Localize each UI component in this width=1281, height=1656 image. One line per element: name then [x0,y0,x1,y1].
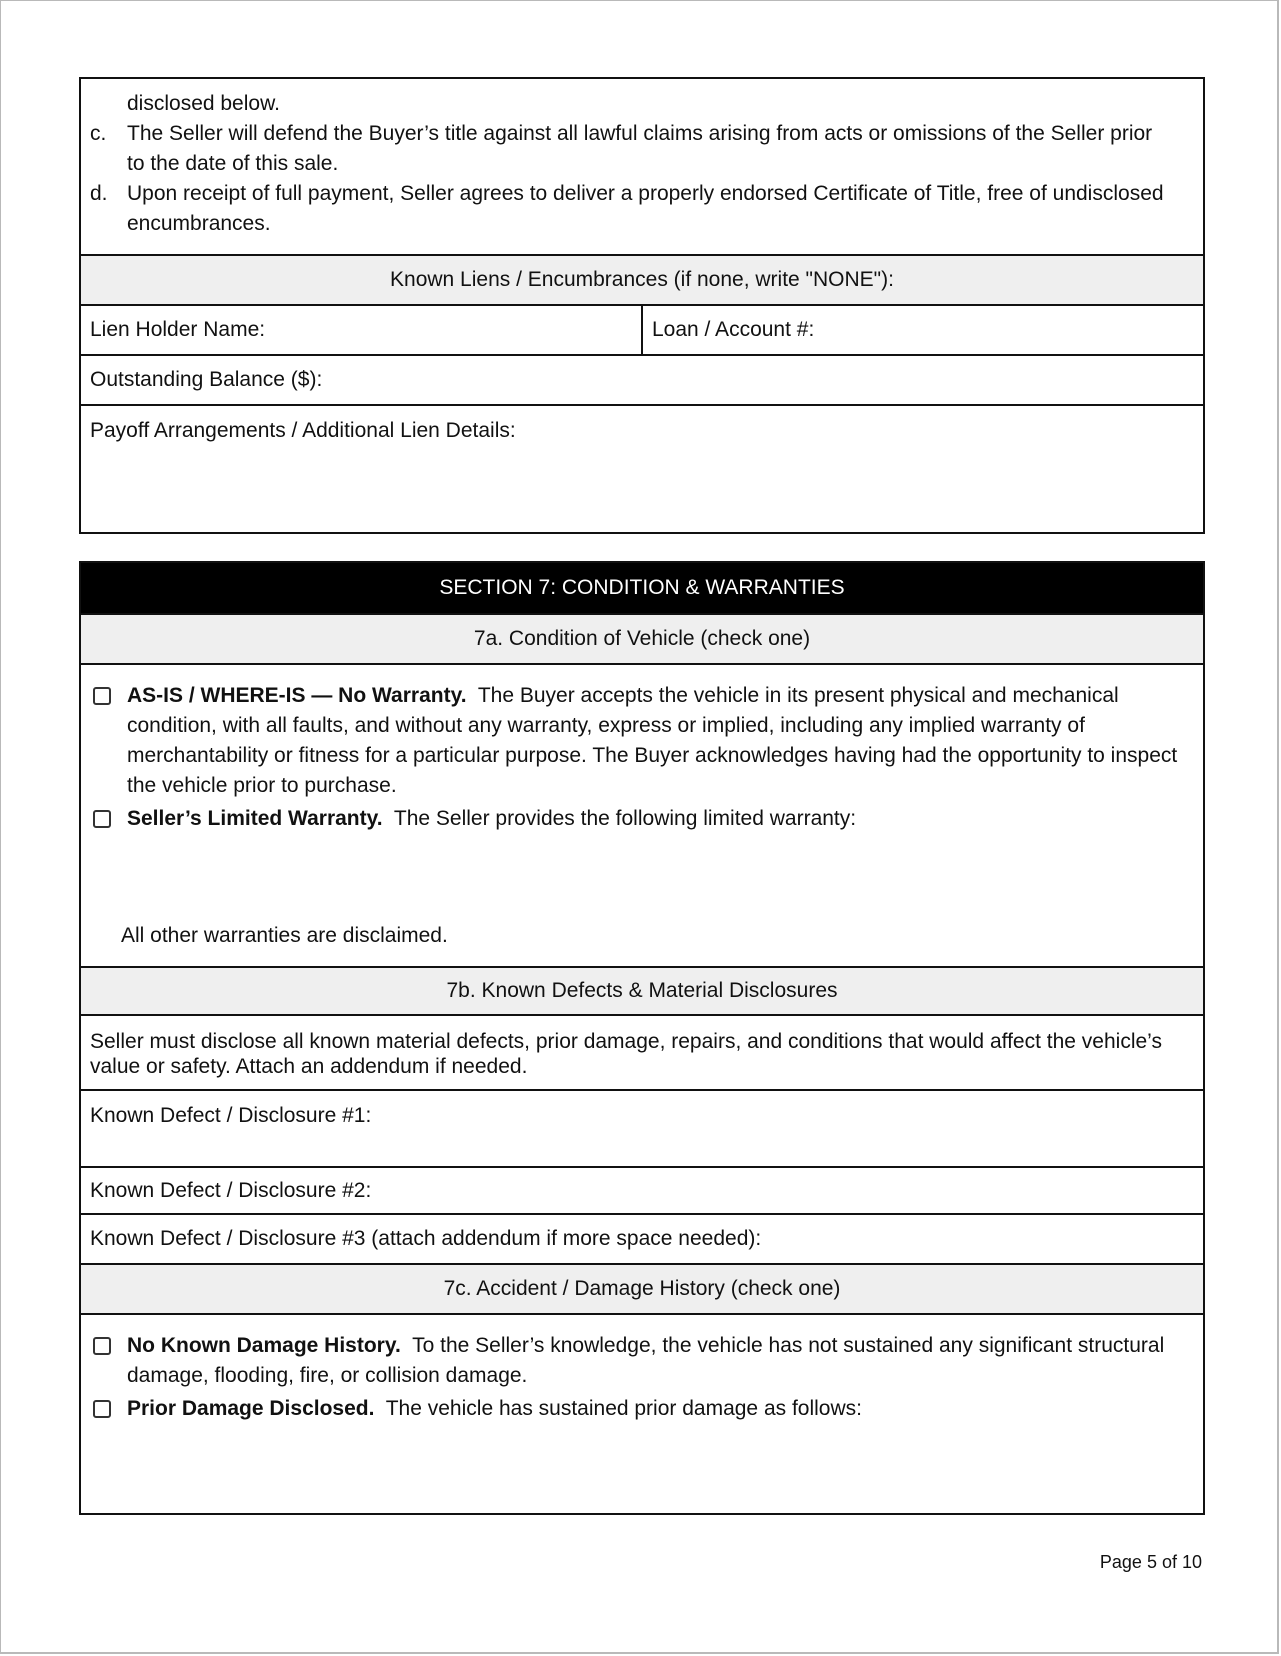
no-damage-text: To the Seller’s knowledge, the vehicle has not sustained any significant structural damage, flooding, fire, or collision damage. [127,1334,1165,1387]
payoff-details-field[interactable] [81,404,1203,532]
warranty-of-title-items [81,79,1203,254]
outstanding-balance-label: Outstanding Balance ($): [90,368,323,391]
defects-intro-text: Seller must disclose all known material defects, prior damage, repairs, and conditions that would affect the vehicle’s value or safety. Attach an addendum if needed. [90,1030,1162,1078]
as-is-option [81,681,1203,801]
prior-damage-title: Prior Damage Disclosed. [127,1397,375,1420]
section-7-title [81,563,1203,613]
defects-heading-text: 7b. Known Defects & Material Disclosures [446,979,838,1002]
prior-damage-checkbox[interactable] [93,1400,111,1418]
list-marker: c. [90,122,107,145]
page-number: Page 5 of 10 [1099,1552,1202,1572]
as-is-checkbox[interactable] [93,687,111,705]
defects-heading [81,966,1203,1014]
no-damage-option [81,1331,1203,1391]
as-is-text: The Buyer accepts the vehicle in its present physical and mechanical condition, with all faults, and without any warranty, express or implied, including any implied warranty of merchantability or fitness for a particular purpose. The Buyer acknowledges having had the opportunity to inspect the vehicle prior to purchase. [127,684,1178,797]
defect-2-label: Known Defect / Disclosure #2: [90,1179,372,1202]
continued-text: disclosed below. [127,92,280,115]
defects-intro [81,1014,1203,1089]
lien-holder-label: Lien Holder Name: [90,318,266,341]
loan-account-field[interactable] [643,306,1203,354]
defect-1-field[interactable] [81,1089,1203,1166]
no-damage-checkbox[interactable] [93,1337,111,1355]
limited-warranty-checkbox[interactable] [93,810,111,828]
title-warranty-list [81,119,1203,239]
condition-heading-text: 7a. Condition of Vehicle (check one) [473,627,811,650]
defect-2-field[interactable] [81,1166,1203,1213]
lien-holder-row [81,304,1203,354]
list-item-text: The Seller will defend the Buyer’s title against all lawful claims arising from acts or omissions of the Seller prior to the date of this sale. [127,122,1153,175]
list-item-d [81,179,1203,239]
limited-warranty-text: The Seller provides the following limited warranty: [393,807,857,830]
defect-3-field[interactable] [81,1213,1203,1263]
known-liens-heading [81,254,1203,304]
no-damage-title: No Known Damage History. [127,1334,401,1357]
lien-holder-field[interactable] [81,306,643,354]
limited-warranty-option [81,804,1203,834]
prior-damage-text: The vehicle has sustained prior damage as follows: [385,1397,862,1420]
defect-1-label: Known Defect / Disclosure #1: [90,1104,372,1127]
condition-heading [81,613,1203,663]
list-item-c [81,119,1203,179]
section-7-block [79,561,1205,1515]
accident-options [81,1313,1203,1513]
accident-heading-text: 7c. Accident / Damage History (check one) [443,1277,841,1300]
accident-heading [81,1263,1203,1313]
outstanding-balance-field[interactable] [81,354,1203,404]
limited-warranty-title: Seller’s Limited Warranty. [127,807,383,830]
disclaimer-text: All other warranties are disclaimed. [121,924,448,947]
prior-damage-option [81,1394,1203,1424]
loan-account-label: Loan / Account #: [652,318,815,341]
defect-3-label: Known Defect / Disclosure #3 (attach addendum if more space needed): [90,1227,762,1250]
condition-options [81,663,1203,966]
as-is-title: AS-IS / WHERE-IS — No Warranty. [127,684,467,707]
list-marker: d. [90,182,108,205]
known-liens-heading-text: Known Liens / Encumbrances (if none, write "NONE"): [390,268,894,291]
list-item-text: Upon receipt of full payment, Seller agrees to deliver a properly endorsed Certificate of Title, free of undisclosed encumbrances. [127,182,1164,235]
section-7-title-text: SECTION 7: CONDITION & WARRANTIES [439,576,845,599]
payoff-details-label: Payoff Arrangements / Additional Lien Details: [90,419,516,442]
liens-block [79,77,1205,534]
